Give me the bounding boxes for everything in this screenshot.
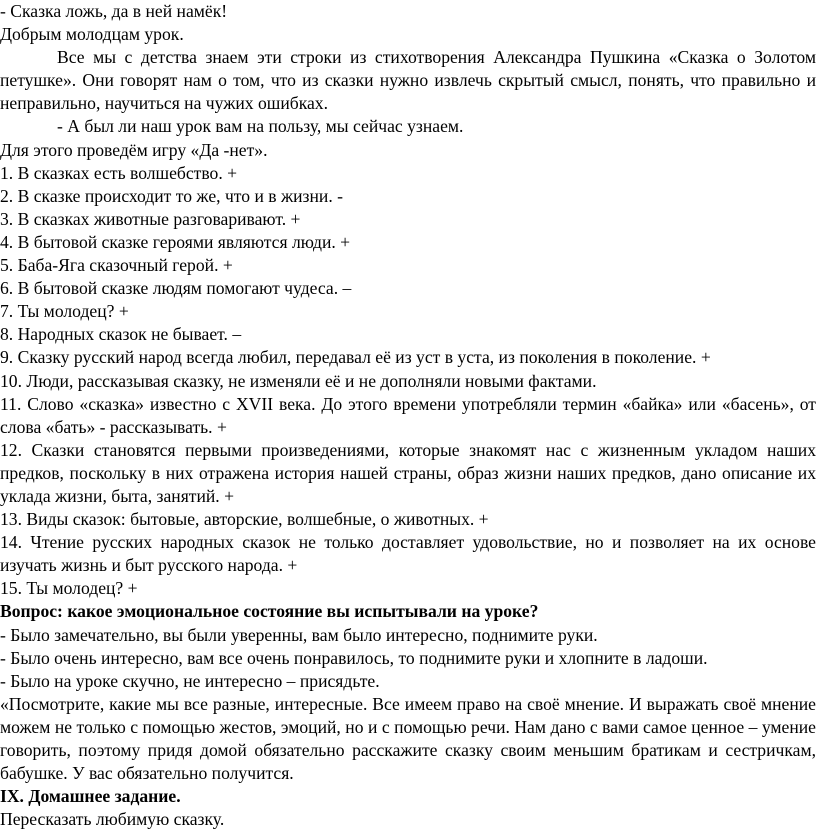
reflection-option: - Было очень интересно, вам все очень понравилось, то поднимите руки и хлопните в ладоши. [0,647,708,668]
game-item: 9. Сказку русский народ всегда любил, передавал её из уст в уста, из поколения в поколение. + [0,347,711,368]
game-item: 6. В бытовой сказке людям помогают чудеса. – [0,278,352,299]
game-item: 3. В сказках животные разговаривают. + [0,208,301,229]
closing-paragraph: «Посмотрите, какие мы все разные, интересные. Все имеем право на своё мнение. И выражать своё мнение можем не только с помощью жестов, эмоций, но и с помощью речи. Нам дано с вами самое ценное – умение говорить, поэтому придя домой обязательно расскажите сказку своим меньшим братикам и сестричкам, бабушке. У вас обязательно получится. [0,693,816,784]
intro-line-2: Добрым молодцам урок. [0,24,184,45]
game-item: 10. Люди, рассказывая сказку, не изменяли её и не дополняли новыми фактами. [0,370,597,391]
homework-heading: IX. Домашнее задание. [0,786,181,807]
homework-text: Пересказать любимую сказку. [0,809,225,830]
game-item: 4. В бытовой сказке героями являются люди. + [0,231,351,252]
game-item: 11. Слово «сказка» известно с XVII века. До этого времени употребляли термин «байка» или «басень», от слова «бать» - рассказывать. + [0,393,816,437]
game-item: 1. В сказках есть волшебство. + [0,162,238,183]
intro-line-1: - Сказка ложь, да в ней намёк! [0,1,228,21]
pushkin-paragraph: Все мы с детства знаем эти строки из стихотворения Александра Пушкина «Сказка о Золотом петушке». Они говорят нам о том, что из сказки нужно извлечь скрытый смысл, понять, что правильно и неправильно, научиться на чужих ошибках. [0,47,816,114]
game-item: 14. Чтение русских народных сказок не только доставляет удовольствие, но и позволяет на их основе изучать жизнь и быт русского народа. + [0,532,816,576]
game-item: 7. Ты молодец? + [0,301,129,322]
game-item: 5. Баба-Яга сказочный герой. + [0,255,233,276]
game-item: 13. Виды сказок: бытовые, авторские, волшебные, о животных. + [0,509,489,530]
reflection-option: - Было замечательно, вы были уверенны, вам было интересно, поднимите руки. [0,624,598,645]
reflection-option: - Было на уроке скучно, не интересно – присядьте. [0,670,380,691]
game-item: 15. Ты молодец? + [0,578,138,599]
game-item: 12. Сказки становятся первыми произведениями, которые знакомят нас с жизненным укладом наших предков, поскольку в них отражена история нашей страны, образ жизни наших предков, дано описание их уклада жизни, быта, занятий. + [0,439,816,506]
game-item: 8. Народных сказок не бывает. – [0,324,242,345]
reflection-question: Вопрос: какое эмоциональное состояние вы испытывали на уроке? [0,601,539,622]
lesson-question: - А был ли наш урок вам на пользу, мы сейчас узнаем. [57,116,464,137]
game-item: 2. В сказке происходит то же, что и в жизни. - [0,185,343,206]
game-intro: Для этого проведём игру «Да -нет». [0,139,268,160]
